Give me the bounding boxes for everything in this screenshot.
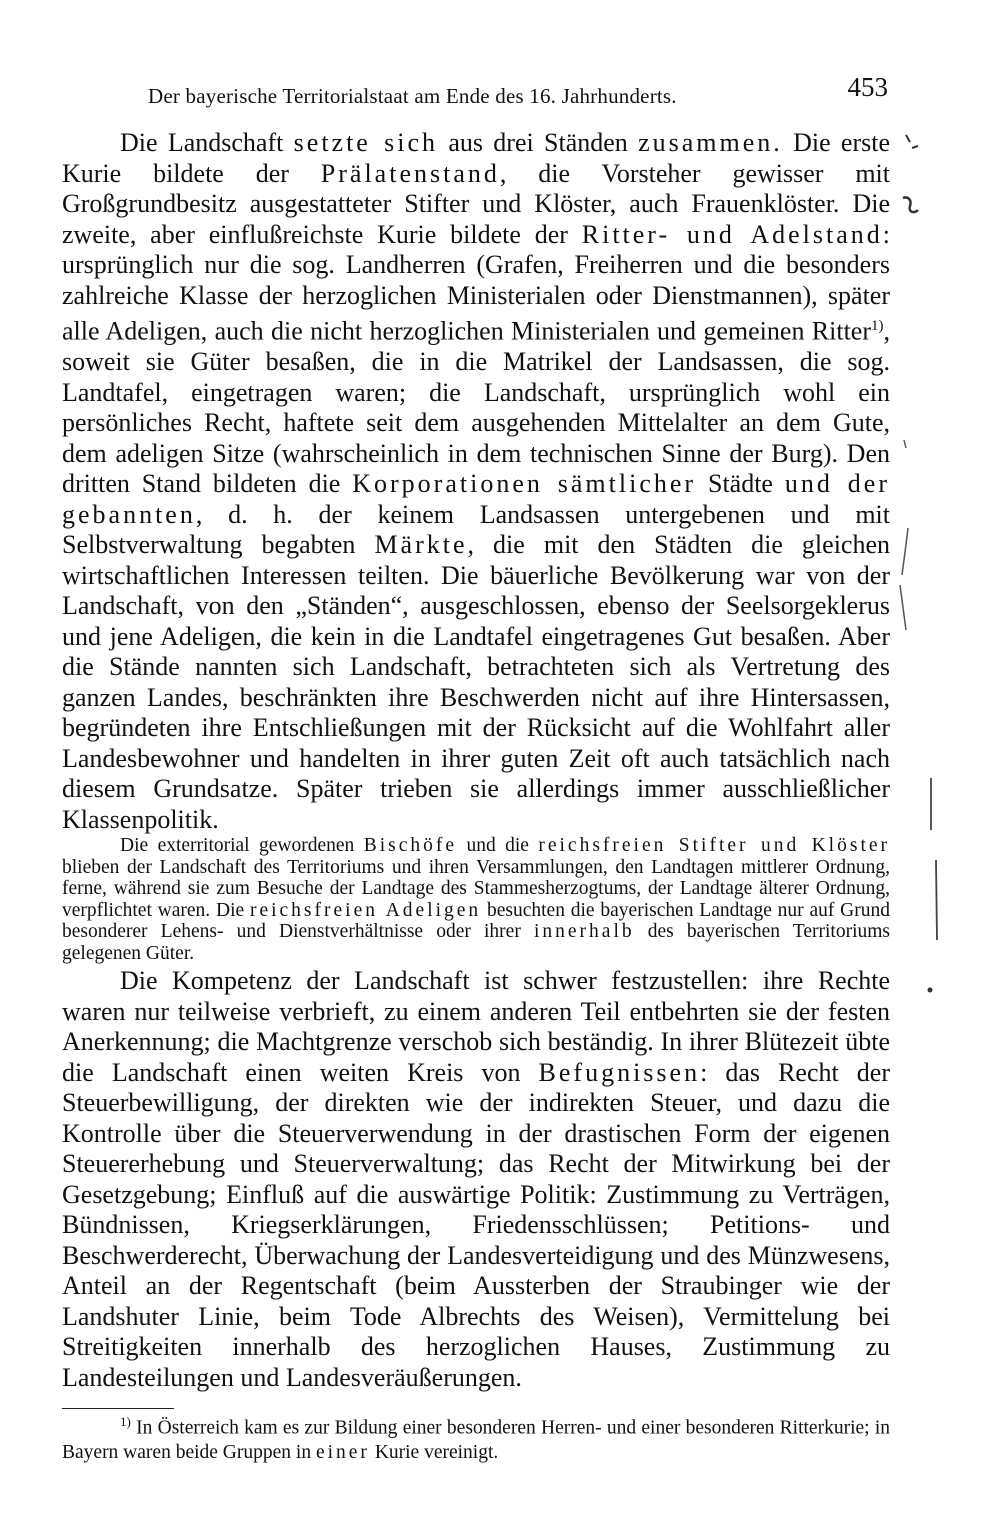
pencil-mark	[900, 585, 906, 630]
text-run: des bayerischen Territoriums gelegenen Güter.	[62, 921, 890, 964]
spaced-emphasis: Prälatenstand	[320, 158, 500, 188]
pencil-dot	[928, 988, 933, 993]
running-title: Der bayerische Territorialstaat am Ende des 16. Jahrhunderts.	[148, 84, 677, 108]
spaced-emphasis: Märkte	[374, 530, 468, 560]
spaced-emphasis: innerhalb	[533, 921, 635, 943]
spaced-emphasis: Bischöfe	[363, 835, 458, 857]
footnote-separator	[62, 1408, 174, 1409]
text-run: Die Kompetenz der Landschaft ist schwer festzustellen: ihre Rechte waren nur teilweise verbrieft, zu einem anderen Teil entbehrten sie der festen Anerkennung; die Machtgrenze verschob sich beständig. In ihrer Blütezeit übte die Landschaft einen weiten Kreis von	[62, 966, 890, 1087]
pencil-mark	[903, 197, 918, 212]
pencil-mark	[936, 860, 937, 940]
spaced-emphasis: zusammen.	[638, 128, 783, 157]
text-run: und die	[457, 835, 539, 857]
text-run: Städte	[696, 469, 785, 499]
footnote-reference: 1)	[871, 318, 884, 334]
text-run: Die erste Kurie bildete der	[62, 128, 891, 188]
text-run: , die mit den Städten die gleichen wirtschaftlichen Interessen teilten. Die bäuerliche Bevölkerung war von der Landschaft, von den „Ständen“, ausgeschlossen, ebenso der Seelsorgeklerus und jene Adeligen, die kein in die Landtafel eingetragenes Gut besaßen. Aber die Stände nannten sich Landschaft, betrachteten sich als Vertretung des ganzen Landes, beschränkten ihre Beschwerden nicht auf ihre Hintersassen, begründeten ihre Entschließungen mit der Rücksicht auf die Wohlfahrt aller Landesbewohner und handelten in ihrer guten Zeit oft auch tatsächlich nach diesem Grundsatze. Später trieben sie allerdings immer ausschließlicher Klassenpolitik.	[62, 530, 890, 834]
text-run: , soweit sie Güter besaßen, die in die Matrikel der Landsassen, die sog. Landtafel, eingetragen waren; die Landschaft, ursprünglich wohl ein persönliches Recht, haftete seit dem ausgehenden Mittelalter an dem Gute, dem adeligen Sitze (wahrscheinlich in dem technischen Sinne der Burg). Den dritten Stand bildeten die	[62, 316, 890, 499]
text-run: In Österreich kam es zur Bildung einer besonderen Herren- und einer besonderen Ritterkurie; in Bayern waren beide Gruppen in	[62, 1417, 890, 1463]
text-run: Die exterritorial gewordenen	[120, 835, 364, 857]
body-text	[62, 128, 890, 1393]
text-run: , die Vorsteher gewisser mit Großgrundbesitz ausgestatteter Stifter und Klöster, auch Frauenklöster. Die zweite, aber einflußreichste Kurie bildete der	[62, 158, 890, 249]
text-run: aus drei Ständen	[438, 128, 639, 157]
paragraph-competence	[62, 966, 890, 1393]
spaced-emphasis: Befugnissen	[538, 1057, 701, 1087]
spaced-emphasis: Ritter- und Adelstand	[581, 219, 883, 249]
text-run: blieben der Landschaft des Territoriums und ihren Versammlungen, den Landtagen mittlerer Ordnung, ferne, während sie zum Besuche der Landtage des Stammesherzogtums, der Landtage älterer Ordnung, verpflichtet waren. Die	[62, 856, 890, 921]
page-header	[148, 72, 888, 112]
page-number: 453	[847, 72, 888, 102]
pencil-mark	[904, 440, 906, 448]
pencil-mark	[902, 528, 908, 575]
small-print-note	[62, 835, 890, 964]
text-run: Kurie vereinigt.	[369, 1441, 499, 1463]
paragraph-estates	[62, 128, 890, 835]
spaced-emphasis: einer	[315, 1441, 370, 1463]
spaced-emphasis: reichsfreien Stifter und Klöster	[538, 835, 891, 857]
footnote	[62, 1410, 890, 1465]
spaced-emphasis: und der gebannten	[62, 469, 890, 529]
spaced-emphasis: reichsfreien Adeligen	[249, 899, 482, 921]
text-run: , d. h. der keinem Landsassen untergebenen und mit Selbstverwaltung begabten	[62, 499, 890, 560]
text-run: Die Landschaft	[120, 128, 294, 157]
spaced-emphasis: setzte sich	[293, 128, 439, 157]
footnote-marker: 1)	[120, 1414, 131, 1429]
pencil-mark	[906, 135, 918, 148]
text-run: besuchten die bayerischen Landtage nur auf Grund besonderer Lehens- und Dienstverhältnisse oder ihrer	[62, 899, 890, 943]
spaced-emphasis: Korporationen sämtlicher	[352, 469, 697, 499]
text-run: : ursprünglich nur die sog. Landherren (Grafen, Freiherren und die besonders zahlreiche Klasse der herzoglichen Ministerialen oder Dienstmannen), später alle Adeligen, auch die nicht herzoglichen Ministerialen und gemeinen Ritter	[62, 219, 890, 346]
text-run: : das Recht der Steuerbewilligung, der direkten wie der indirekten Steuer, und dazu die Kontrolle über die Steuerverwendung in der drastischen Form der eigenen Steuererhebung und Steuerverwaltung; das Recht der Mitwirkung bei der Gesetzgebung; Einfluß auf die auswärtige Politik: Zustimmung zu Verträgen, Bündnissen, Kriegserklärungen, Friedensschlüssen; Petitions- und Beschwerderecht, Überwachung der Landesverteidigung und des Münzwesens, Anteil an der Regentschaft (beim Aussterben der Straubinger wie der Landshuter Linie, beim Tode Albrechts des Weisen), Vermittelung bei Streitigkeiten innerhalb des herzoglichen Hauses, Zustimmung zu Landesteilungen und Landesveräußerungen.	[62, 1057, 890, 1392]
